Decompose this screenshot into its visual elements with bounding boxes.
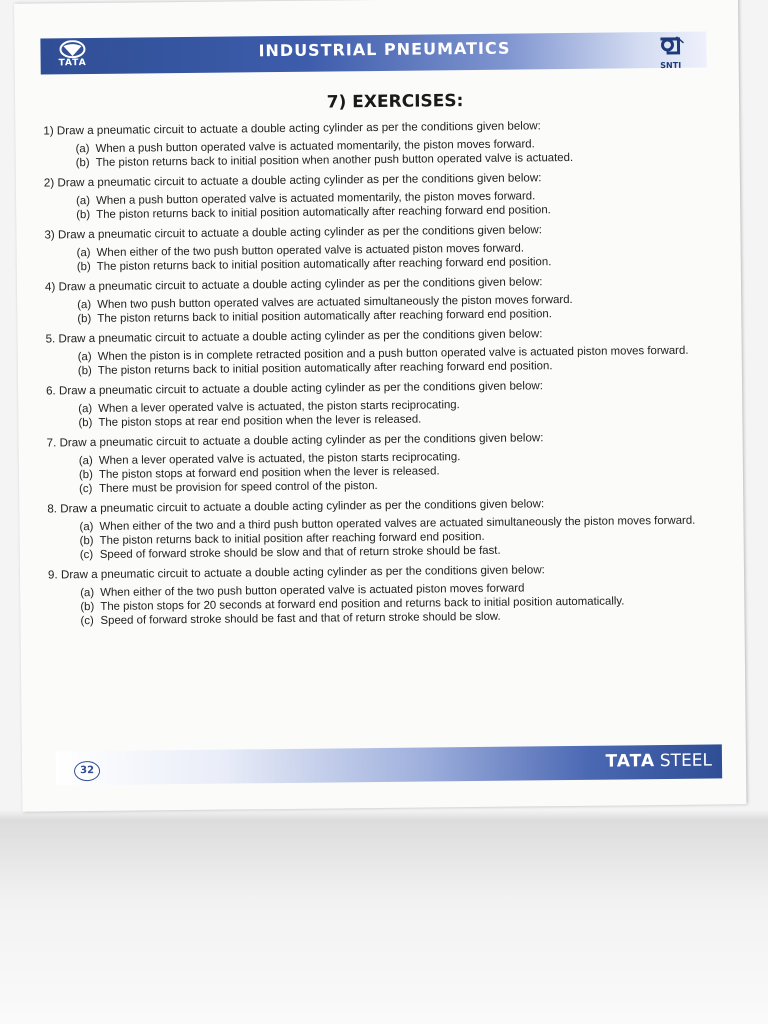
- exercise-item: [47, 428, 728, 496]
- exercise-number: 7.: [46, 436, 57, 450]
- condition-label: (b): [80, 600, 95, 614]
- condition-text: When either of the two push button operated valve is actuated piston moves forward: [100, 582, 525, 599]
- footer-brand-bold: TATA: [605, 751, 656, 772]
- exercise-item: [48, 560, 729, 628]
- condition-text: The piston stops at forward end position when the lever is released.: [98, 465, 440, 481]
- exercise-question-text: Draw a pneumatic circuit to actuate a double acting cylinder as per the conditions given below:: [60, 563, 545, 582]
- snti-logo: [650, 35, 690, 71]
- exercise-question-text: Draw a pneumatic circuit to actuate a double acting cylinder as per the conditions given below:: [58, 275, 543, 294]
- condition-list: [76, 187, 724, 222]
- exercise-number: 3): [44, 228, 55, 242]
- condition-label: (b): [76, 209, 91, 222]
- condition-label: (a): [79, 520, 94, 534]
- condition-label: (a): [75, 143, 90, 156]
- condition-label: (b): [78, 468, 93, 482]
- condition-text: The piston returns back to initial position automatically after reaching forward end position.: [97, 360, 553, 377]
- exercise-question: [44, 220, 724, 242]
- condition-text: The piston returns back to initial position after reaching forward end position.: [99, 530, 485, 547]
- condition-label: (a): [78, 454, 93, 468]
- exercise-item: [45, 272, 725, 326]
- condition-text: When either of the two push button operated valve is actuated piston moves forward.: [96, 242, 525, 259]
- exercise-question-text: Draw a pneumatic circuit to actuate a double acting cylinder as per the conditions given below:: [57, 223, 543, 242]
- condition-label: (c): [79, 482, 93, 496]
- exercise-number: 2): [43, 176, 55, 190]
- exercise-list: [43, 116, 728, 633]
- page-number: 32: [74, 761, 100, 781]
- condition-list: [75, 135, 723, 170]
- condition-label: (a): [77, 350, 92, 364]
- condition-label: (a): [76, 195, 91, 208]
- exercise-item: [47, 494, 728, 562]
- condition-text: The piston returns back to initial position automatically after reaching forward end position.: [96, 204, 551, 221]
- condition-label: (a): [80, 586, 95, 600]
- condition-text: When a push button operated valve is actuated momentarily, the piston moves forward.: [96, 190, 536, 207]
- exercise-question: [47, 428, 727, 450]
- exercise-question: [47, 494, 727, 516]
- exercise-question-text: Draw a pneumatic circuit to actuate a double acting cylinder as per the conditions given below:: [57, 171, 542, 190]
- exercise-number: 6.: [46, 384, 56, 398]
- condition-label: (a): [77, 299, 92, 312]
- exercise-question-text: Draw a pneumatic circuit to actuate a double acting cylinder as per the conditions given below:: [58, 327, 543, 346]
- document-page: [14, 0, 746, 812]
- exercise-number: 9.: [47, 568, 58, 582]
- condition-list: [79, 447, 727, 496]
- exercise-question: [45, 324, 725, 346]
- exercise-question-text: Draw a pneumatic circuit to actuate a double acting cylinder as per the conditions given below:: [58, 379, 544, 398]
- exercise-question: [46, 376, 726, 398]
- snti-emblem-icon: [656, 35, 684, 57]
- tata-logo-text: TATA: [58, 58, 87, 69]
- condition-label: (b): [75, 157, 90, 170]
- condition-list: [77, 239, 725, 274]
- exercise-question: [44, 168, 724, 190]
- condition-text: Speed of forward stroke should be slow and that of return stroke should be fast.: [99, 544, 501, 561]
- exercise-item: [44, 168, 724, 222]
- condition-label: (a): [78, 402, 93, 416]
- exercise-number: 8.: [47, 502, 58, 516]
- condition-label: (b): [77, 364, 92, 378]
- exercise-question-text: Draw a pneumatic circuit to actuate a double acting cylinder as per the conditions given below:: [60, 497, 545, 516]
- tata-emblem-icon: [59, 40, 85, 58]
- exercise-item: [45, 324, 725, 378]
- condition-text: The piston returns back to initial position when another push button operated valve is actuated.: [95, 151, 574, 169]
- condition-label: (c): [79, 548, 94, 562]
- condition-list: [78, 343, 726, 378]
- condition-label: (b): [77, 312, 92, 326]
- snti-logo-text: SNTI: [660, 60, 682, 71]
- section-heading: 7) EXERCISES:: [326, 91, 464, 113]
- exercise-item: [43, 116, 723, 170]
- condition-label: (b): [78, 416, 93, 430]
- footer-brand-logo: [572, 749, 712, 774]
- exercise-item: [44, 220, 724, 274]
- condition-text: The piston stops at rear end position when the lever is released.: [98, 413, 422, 429]
- header-title: INDUSTRIAL PNEUMATICS: [258, 38, 511, 61]
- condition-label: (b): [76, 261, 91, 274]
- condition-label: (a): [76, 247, 91, 260]
- condition-list: [80, 579, 728, 628]
- condition-text: The piston returns back to initial position automatically after reaching forward end position.: [97, 308, 552, 325]
- tata-logo: [48, 40, 96, 73]
- condition-text: Speed of forward stroke should be fast and that of return stroke should be slow.: [100, 610, 501, 627]
- condition-text: When a push button operated valve is actuated momentarily, the piston moves forward.: [95, 138, 535, 155]
- condition-text: When either of the two and a third push button operated valves are actuated simultaneously the piston moves forward.: [99, 514, 696, 533]
- exercise-question: [48, 560, 728, 582]
- condition-label: (b): [79, 534, 94, 548]
- condition-text: When a lever operated valve is actuated, the piston starts reciprocating.: [98, 399, 460, 415]
- exercise-item: [46, 376, 726, 430]
- condition-list: [78, 395, 726, 430]
- exercise-number: 1): [43, 124, 54, 138]
- condition-text: The piston stops for 20 seconds at forward end position and returns back to initial position automatically.: [100, 595, 625, 613]
- condition-list: [79, 513, 727, 562]
- footer-brand-light: STEEL: [659, 750, 713, 772]
- condition-text: The piston returns back to initial position automatically after reaching forward end position.: [96, 256, 552, 273]
- exercise-question-text: Draw a pneumatic circuit to actuate a double acting cylinder as per the conditions given below:: [59, 431, 544, 450]
- exercise-question: [43, 116, 723, 138]
- exercise-number: 4): [44, 280, 56, 294]
- condition-label: (c): [80, 614, 94, 628]
- condition-text: When two push button operated valves are actuated simultaneously the piston moves forward.: [97, 293, 573, 311]
- condition-list: [77, 291, 725, 326]
- condition-text: When the piston is in complete retracted position and a push button operated valve is actuated piston moves forward.: [97, 344, 689, 363]
- exercise-question-text: Draw a pneumatic circuit to actuate a double acting cylinder as per the conditions given below:: [56, 119, 541, 138]
- condition-text: When a lever operated valve is actuated, the piston starts reciprocating.: [98, 451, 461, 467]
- exercise-number: 5.: [45, 332, 56, 346]
- exercise-question: [45, 272, 725, 294]
- condition-text: There must be provision for speed control of the piston.: [99, 480, 378, 495]
